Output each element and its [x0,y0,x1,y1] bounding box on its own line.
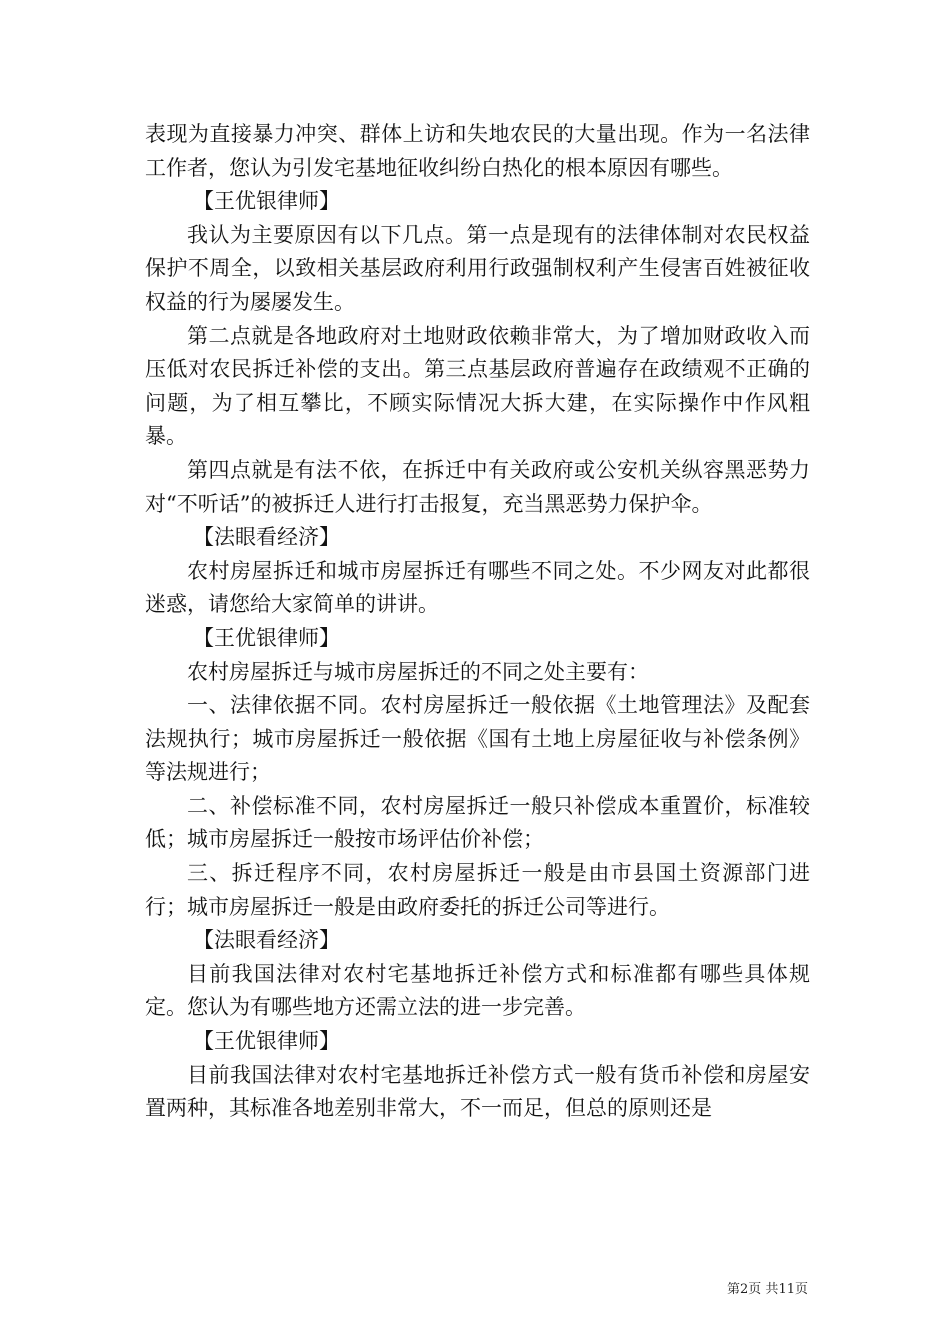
footer-current-page: 2 [740,1282,749,1297]
speaker-label-lawyer: 【王优银律师】 [193,189,340,214]
paragraph-answer-reason-2-3: 第二点就是各地政府对土地财政依赖非常大，为了增加财政收入而压低对农民拆迁补偿的支出。第三点基层政府普遍存在政绩观不正确的问题，为了相互攀比，不顾实际情况大拆大建，在实际操作中作风粗暴。 [145,323,810,449]
speaker-label-lawyer: 【王优银律师】 [193,1029,340,1054]
speaker-label-lawyer: 【王优银律师】 [193,625,340,650]
paragraph-answer-compensation: 目前我国法律对农村宅基地拆迁补偿方式一般有货币补偿和房屋安置两种，其标准各地差别非常大，不一而足，但总的原则还是 [145,1062,810,1121]
paragraph-answer-point-1: 一、法律依据不同。农村房屋拆迁一般依据《土地管理法》及配套法规执行；城市房屋拆迁一般依据《国有土地上房屋征收与补偿条例》等法规进行； [145,693,810,785]
paragraph-question-difference: 农村房屋拆迁和城市房屋拆迁有哪些不同之处。不少网友对此都很迷惑，请您给大家简单的讲讲。 [145,558,810,617]
speaker-label-host: 【法眼看经济】 [193,928,340,953]
paragraph-question-compensation: 目前我国法律对农村宅基地拆迁补偿方式和标准都有哪些具体规定。您认为有哪些地方还需立法的进一步完善。 [145,961,810,1020]
paragraph-answer-point-2: 二、补偿标准不同，农村房屋拆迁一般只补偿成本重置价，标准较低；城市房屋拆迁一般按市场评估价补偿； [145,793,810,852]
footer-total-pages: 11 [778,1282,795,1297]
paragraph-answer-point-3: 三、拆迁程序不同，农村房屋拆迁一般是由市县国土资源部门进行；城市房屋拆迁一般是由政府委托的拆迁公司等进行。 [145,861,810,919]
paragraph-answer-reason-1: 我认为主要原因有以下几点。第一点是现有的法律体制对农民权益保护不周全，以致相关基层政府利用行政强制权利产生侵害百姓被征收权益的行为屡屡发生。 [145,222,810,314]
paragraph-answer-reason-4: 第四点就是有法不依，在拆迁中有关政府或公安机关纵容黑恶势力对“不听话”的被拆迁人进行打击报复，充当黑恶势力保护伞。 [145,457,810,516]
footer-middle: 页 共 [748,1282,779,1297]
page-footer [727,1281,808,1299]
footer-prefix: 第 [727,1282,741,1297]
document-body [145,118,810,1126]
footer-suffix: 页 [794,1282,808,1297]
paragraph-answer-intro: 农村房屋拆迁与城市房屋拆迁的不同之处主要有： [187,659,649,684]
speaker-label-host: 【法眼看经济】 [193,525,340,550]
paragraph-1: 表现为直接暴力冲突、群体上访和失地农民的大量出现。作为一名法律工作者，您认为引发宅基地征收纠纷白热化的根本原因有哪些。 [145,122,810,180]
